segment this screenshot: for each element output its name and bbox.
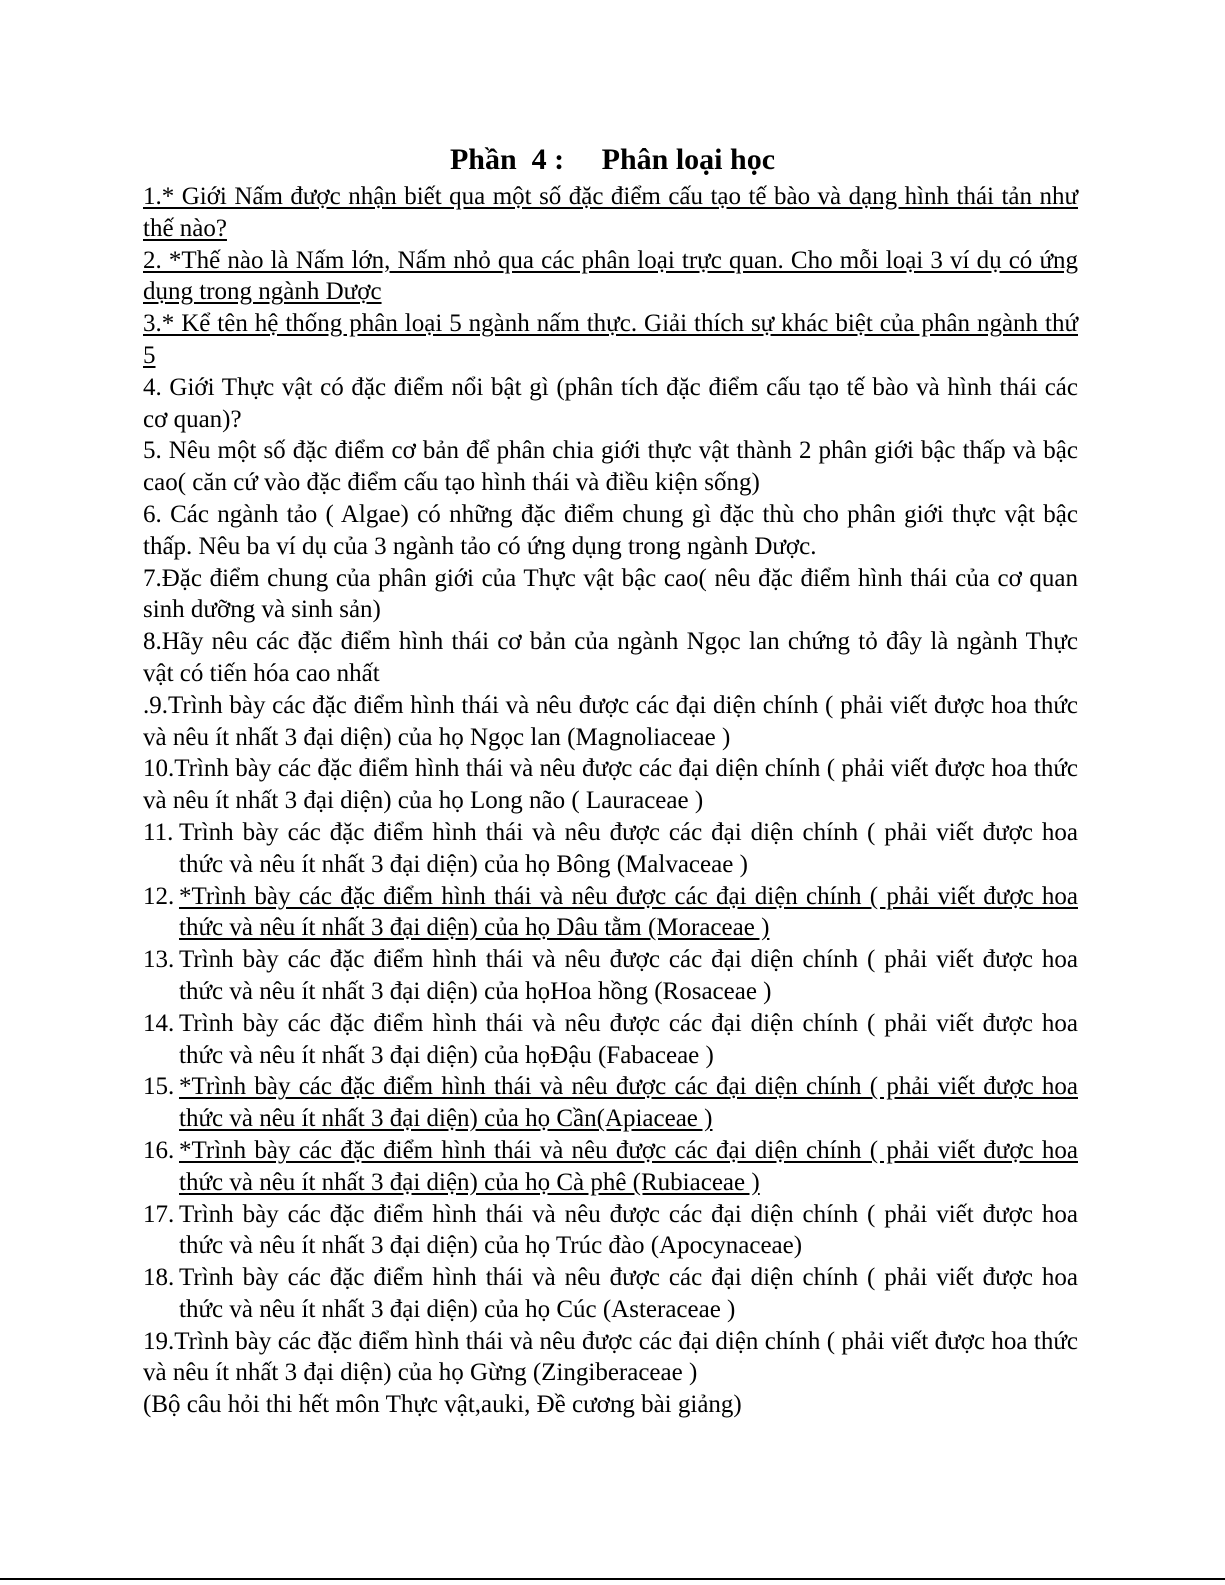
question-text: .9.Trình bày các đặc điểm hình thái và nêu được các đại diện chính ( phải viết được hoa thức và nêu ít nhất 3 đại diện) của họ Ngọc lan (Magnoliaceae ) <box>143 691 1078 751</box>
question-text: Trình bày các đặc điểm hình thái và nêu được các đại diện chính ( phải viết được hoa thức và nêu ít nhất 3 đại diện) của họHoa hồng (Rosaceae ) <box>179 946 1078 1005</box>
question-number: 13. <box>143 946 175 974</box>
question-number: 17. <box>143 1200 175 1228</box>
question-9 <box>143 690 1078 754</box>
question-number: 14. <box>143 1009 175 1037</box>
question-13 <box>143 944 1078 1008</box>
question-text: Trình bày các đặc điểm hình thái và nêu được các đại diện chính ( phải viết được hoa thức và nêu ít nhất 3 đại diện) của họĐậu (Fabaceae ) <box>179 1009 1078 1069</box>
question-text: 8.Hãy nêu các đặc điểm hình thái cơ bản của ngành Ngọc lan chứng tỏ đây là ngành Thực vật có tiến hóa cao nhất <box>143 628 1078 687</box>
question-12 <box>143 881 1078 945</box>
question-text: 2. *Thế nào là Nấm lớn, Nấm nhỏ qua các phân loại trực quan. Cho mỗi loại 3 ví dụ có ứng dụng trong ngành Dược <box>143 246 1078 306</box>
question-number: 18. <box>143 1264 175 1292</box>
question-text: *Trình bày các đặc điểm hình thái và nêu được các đại diện chính ( phải viết được hoa thức và nêu ít nhất 3 đại diện) của họ Cà phê (Rubiaceae ) <box>179 1136 1078 1196</box>
question-text: Trình bày các đặc điểm hình thái và nêu được các đại diện chính ( phải viết được hoa thức và nêu ít nhất 3 đại diện) của họ Bông (Malvaceae ) <box>179 818 1078 878</box>
question-text: 3.* Kể tên hệ thống phân loại 5 ngành nấm thực. Giải thích sự khác biệt của phân ngành thứ 5 <box>143 310 1078 369</box>
question-4 <box>143 372 1078 436</box>
question-list <box>143 181 1078 1421</box>
question-14 <box>143 1008 1078 1072</box>
question-5 <box>143 435 1078 499</box>
question-text: 6. Các ngành tảo ( Algae) có những đặc điểm chung gì đặc thù cho phân giới thực vật bậc thấp. Nêu ba ví dụ của 3 ngành tảo có ứng dụng trong ngành Dược. <box>143 500 1078 560</box>
question-16 <box>143 1135 1078 1199</box>
question-number: 15. <box>143 1073 175 1101</box>
question-text: Trình bày các đặc điểm hình thái và nêu được các đại diện chính ( phải viết được hoa thức và nêu ít nhất 3 đại diện) của họ Trúc đào (Apocynaceae) <box>179 1200 1078 1260</box>
question-17 <box>143 1199 1078 1263</box>
question-number: 16. <box>143 1136 175 1164</box>
question-text: 5. Nêu một số đặc điểm cơ bản để phân chia giới thực vật thành 2 phân giới bậc thấp và bậc cao( căn cứ vào đặc điểm cấu tạo hình thái và điều kiện sống) <box>143 437 1078 497</box>
question-text: 4. Giới Thực vật có đặc điểm nổi bật gì (phân tích đặc điểm cấu tạo tế bào và hình thái các cơ quan)? <box>143 373 1078 433</box>
question-text: 1.* Giới Nấm được nhận biết qua một số đặc điểm cấu tạo tế bào và dạng hình thái tản như thế nào? <box>143 183 1078 242</box>
page-title: Phần 4 : Phân loại học <box>449 143 776 176</box>
question-11 <box>143 817 1078 881</box>
source-note: (Bộ câu hỏi thi hết môn Thực vật,auki, Đề cương bài giảng) <box>143 1391 742 1419</box>
page-bottom-rule <box>0 1578 1225 1580</box>
question-text: *Trình bày các đặc điểm hình thái và nêu được các đại diện chính ( phải viết được hoa thức và nêu ít nhất 3 đại diện) của họ Dâu tằm (Moraceae ) <box>179 882 1078 942</box>
question-7 <box>143 563 1078 627</box>
question-6 <box>143 499 1078 563</box>
question-18 <box>143 1262 1078 1326</box>
question-1 <box>143 181 1078 245</box>
question-3 <box>143 308 1078 372</box>
question-text: 19.Trình bày các đặc điểm hình thái và nêu được các đại diện chính ( phải viết được hoa thức và nêu ít nhất 3 đại diện) của họ Gừng (Zingiberaceae ) <box>143 1327 1078 1387</box>
question-text: Trình bày các đặc điểm hình thái và nêu được các đại diện chính ( phải viết được hoa thức và nêu ít nhất 3 đại diện) của họ Cúc (Asteraceae ) <box>179 1264 1078 1323</box>
question-2 <box>143 245 1078 309</box>
question-15 <box>143 1071 1078 1135</box>
question-8 <box>143 626 1078 690</box>
question-10 <box>143 753 1078 817</box>
question-number: 11. <box>143 818 174 846</box>
question-text: 7.Đặc điểm chung của phân giới của Thực vật bậc cao( nêu đặc điểm hình thái của cơ quan sinh dưỡng và sinh sản) <box>143 564 1078 624</box>
question-text: 10.Trình bày các đặc điểm hình thái và nêu được các đại diện chính ( phải viết được hoa thức và nêu ít nhất 3 đại diện) của họ Long não ( Lauraceae ) <box>143 755 1078 815</box>
question-number: 12. <box>143 882 175 910</box>
question-19 <box>143 1326 1078 1390</box>
question-text: *Trình bày các đặc điểm hình thái và nêu được các đại diện chính ( phải viết được hoa thức và nêu ít nhất 3 đại diện) của họ Cần(Apiaceae ) <box>179 1073 1078 1133</box>
